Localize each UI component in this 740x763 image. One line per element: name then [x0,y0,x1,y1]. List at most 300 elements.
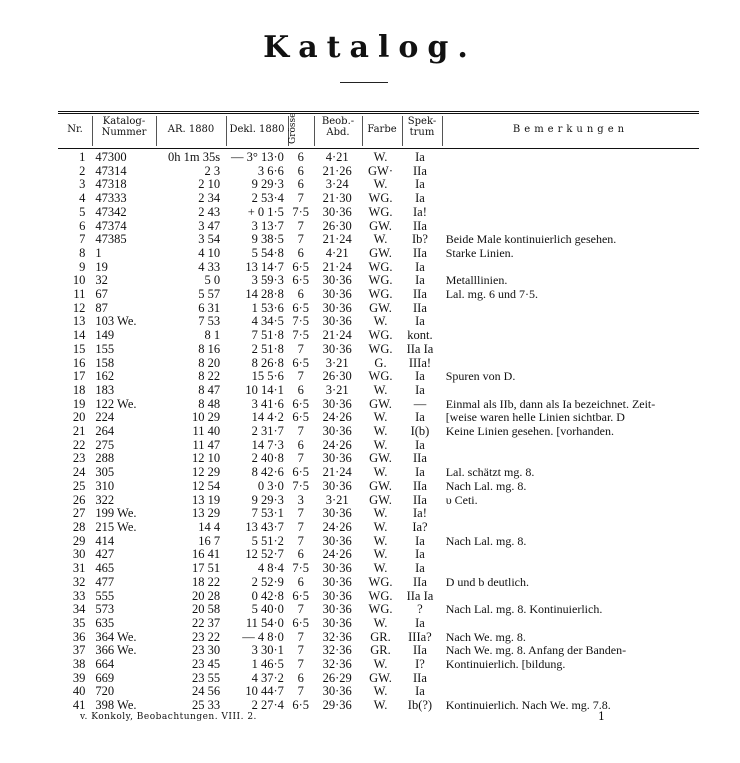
row-number-cell: 28 [72,520,86,534]
row-number-cell: 13 [72,315,86,329]
row-number-cell: 41 [72,699,86,713]
remarks-cell [440,357,699,371]
spectrum-cell: Ia [415,562,425,576]
spectrum-cell: IIa [413,288,427,302]
remarks-cell [440,343,699,357]
declination-cell: 10 44·7 [245,685,284,699]
spectrum-cell: IIa [413,479,427,493]
observation-dates-cell: 30·36 [322,301,352,315]
row-number-cell: 36 [72,630,86,644]
observation-dates-cell: 32·36 [322,644,352,658]
catalog-table [58,151,699,713]
magnitude-cell: 6·5 [292,616,310,630]
declination-cell: 2 51·8 [251,342,284,356]
remarks-cell [440,384,699,398]
catalog-number-cell: 555 [95,589,115,603]
right-ascension-cell: 12 10 [191,452,221,466]
color-cell: GW. [369,397,392,411]
row-number-cell: 24 [72,466,86,480]
right-ascension-cell: 2 10 [198,178,221,192]
declination-cell: 2 31·7 [251,425,284,439]
catalog-number-cell: 573 [95,603,115,617]
table-row [58,192,699,206]
remarks-cell [440,302,699,316]
header-rule-bottom [58,148,699,149]
observation-dates-cell: 30·36 [322,685,352,699]
observation-dates-cell: 30·36 [322,425,352,439]
color-cell: GR. [370,644,391,658]
observation-dates-cell: 30·36 [322,603,352,617]
catalog-number-cell: 47318 [95,178,127,192]
table-row [58,590,699,604]
row-number-cell: 7 [79,233,86,247]
remarks-cell: Nach We. mg. 8. [445,630,526,644]
catalog-number-cell: 224 [95,411,115,425]
color-cell: WG. [368,342,393,356]
spectrum-cell: IIa [413,219,427,233]
row-number-cell: 10 [72,274,86,288]
color-cell: WG. [368,260,393,274]
declination-cell: 3 59·3 [251,274,284,288]
color-cell: GW. [369,452,392,466]
catalog-number-cell: 47300 [95,151,127,164]
table-row [58,384,699,398]
remarks-cell [440,672,699,686]
color-cell: W. [373,438,388,452]
row-number-cell: 31 [72,562,86,576]
remarks-cell [440,220,699,234]
catalog-number-cell: 67 [95,288,108,302]
table-row [58,507,699,521]
remarks-cell: Nach Lal. mg. 8. [445,479,527,493]
row-number-cell: 40 [72,685,86,699]
color-cell: W. [373,425,388,439]
color-cell: G. [374,356,387,370]
magnitude-cell: 6 [297,548,304,562]
declination-cell: 13 14·7 [245,260,284,274]
remarks-cell [440,590,699,604]
catalog-number-cell: 158 [95,356,115,370]
row-number-cell: 37 [72,644,86,658]
row-number-cell: 14 [72,329,86,343]
row-number-cell: 35 [72,616,86,630]
right-ascension-cell: 25 33 [191,699,221,713]
table-row [58,548,699,562]
observation-dates-cell: 21·24 [322,329,352,343]
catalog-number-cell: 87 [95,301,108,315]
table-row [58,206,699,220]
remarks-cell [440,507,699,521]
catalog-number-cell: 103 We. [95,315,137,329]
remarks-cell [440,315,699,329]
declination-cell: 3 13·7 [251,219,284,233]
color-cell: W. [373,507,388,521]
declination-cell: 9 29·3 [251,493,284,507]
row-number-cell: 38 [72,658,86,672]
declination-cell: 5 51·2 [251,534,284,548]
declination-cell: 0 42·8 [251,589,284,603]
observation-dates-cell: 21·24 [322,466,352,480]
catalog-number-cell: 310 [95,479,115,493]
declination-cell: 2 40·8 [251,452,284,466]
observation-dates-cell: 4·21 [325,151,349,164]
catalog-number-cell: 398 We. [95,699,137,713]
catalog-number-cell: 465 [95,562,115,576]
row-number-cell: 25 [72,479,86,493]
table-row [58,398,699,412]
catalog-number-cell: 264 [95,425,115,439]
magnitude-cell: 6 [297,151,304,164]
color-cell: GW. [369,479,392,493]
remarks-cell: Beide Male kontinuierlich gesehen. [445,233,617,247]
table-row [58,631,699,645]
spectrum-cell: Ia [415,466,425,480]
table-row [58,247,699,261]
catalog-number-cell: 155 [95,342,115,356]
observation-dates-cell: 29·36 [322,699,352,713]
magnitude-cell: 7 [297,685,304,699]
magnitude-cell: 6·5 [292,274,310,288]
remarks-cell: Keine Linien gesehen. [vorhanden. [445,425,614,439]
spectrum-cell: Ia? [412,520,428,534]
declination-cell: 5 54·8 [251,246,284,260]
magnitude-cell: 7 [297,534,304,548]
header-spektrum: Spek- trum [407,116,437,138]
declination-cell: 11 54·0 [245,616,284,630]
table-row [58,535,699,549]
declination-cell: 15 5·6 [251,370,284,384]
remarks-cell [440,521,699,535]
color-cell: GR. [370,630,391,644]
right-ascension-cell: 4 33 [198,260,221,274]
magnitude-cell: 7 [297,452,304,466]
magnitude-cell: 7 [297,425,304,439]
observation-dates-cell: 30·36 [322,534,352,548]
spectrum-cell: Ia [415,616,425,630]
row-number-cell: 8 [79,246,86,260]
table-row [58,521,699,535]
spectrum-cell: kont. [407,329,433,343]
declination-cell: — 3° 13·0 [230,151,284,164]
magnitude-cell: 7 [297,233,304,247]
spectrum-cell: — [413,397,427,411]
magnitude-cell: 7 [297,630,304,644]
declination-cell: 4 37·2 [251,671,284,685]
row-number-cell: 2 [79,164,86,178]
catalog-number-cell: 322 [95,493,115,507]
table-row [58,685,699,699]
color-cell: WG. [368,603,393,617]
color-cell: W. [373,658,388,672]
declination-cell: 14 7·3 [251,438,284,452]
declination-cell: 7 53·1 [251,507,284,521]
table-row [58,494,699,508]
color-cell: W. [373,699,388,713]
remarks-cell [440,178,699,192]
declination-cell: 2 27·4 [251,699,284,713]
spectrum-cell: Ia [415,534,425,548]
remarks-cell: Lal. schätzt mg. 8. [445,466,535,480]
color-cell: WG. [368,274,393,288]
declination-cell: + 0 1·5 [247,205,284,219]
color-cell: W. [373,178,388,192]
magnitude-cell: 7·5 [292,329,310,343]
table-row [58,425,699,439]
declination-cell: 3 41·6 [251,397,284,411]
catalog-number-cell: 720 [95,685,115,699]
right-ascension-cell: 11 47 [192,438,221,452]
magnitude-cell: 7 [297,507,304,521]
row-number-cell: 16 [72,356,86,370]
right-ascension-cell: 2 43 [198,205,221,219]
color-cell: W. [373,685,388,699]
magnitude-cell: 6 [297,246,304,260]
header-katalog: Katalog- Nummer [101,116,147,138]
color-cell: W. [373,520,388,534]
magnitude-cell: 6·5 [292,260,310,274]
magnitude-cell: 6·5 [292,699,310,713]
spectrum-cell: I? [415,658,425,672]
observation-dates-cell: 32·36 [322,658,352,672]
right-ascension-cell: 8 47 [198,383,221,397]
spectrum-cell: Ia [415,370,425,384]
observation-dates-cell: 30·36 [322,274,352,288]
spectrum-cell: Ia [415,383,425,397]
row-number-cell: 12 [72,301,86,315]
table-row [58,644,699,658]
header-nr: Nr. [67,124,83,135]
declination-cell: 3 30·1 [251,644,284,658]
table-row [58,220,699,234]
magnitude-cell: 6 [297,671,304,685]
remarks-cell: Nach Lal. mg. 8. Kontinuierlich. [445,603,603,617]
spectrum-cell: IIIa? [408,630,432,644]
right-ascension-cell: 8 22 [198,370,221,384]
magnitude-cell: 6 [297,575,304,589]
spectrum-cell: Ia [415,685,425,699]
magnitude-cell: 7 [297,658,304,672]
row-number-cell: 15 [72,342,86,356]
declination-cell: 10 14·1 [245,383,284,397]
spectrum-cell: Ia [415,548,425,562]
observation-dates-cell: 30·36 [322,479,352,493]
observation-dates-cell: 3·21 [325,356,349,370]
catalog-number-cell: 364 We. [95,630,137,644]
declination-cell: 13 43·7 [245,520,284,534]
row-number-cell: 11 [73,288,86,302]
header-rule-top [58,111,699,114]
catalog-number-cell: 664 [95,658,115,672]
catalog-number-cell: 32 [95,274,108,288]
table-row [58,576,699,590]
remarks-cell: Starke Linien. [445,246,514,260]
color-cell: W. [373,534,388,548]
remarks-cell: Lal. mg. 6 und 7·5. [445,288,539,302]
observation-dates-cell: 30·36 [322,507,352,521]
color-cell: WG. [368,575,393,589]
spectrum-cell: Ib? [411,233,428,247]
right-ascension-cell: 23 22 [191,630,221,644]
color-cell: W. [373,383,388,397]
catalog-number-cell: 122 We. [95,397,137,411]
row-number-cell: 27 [72,507,86,521]
right-ascension-cell: 20 58 [191,603,221,617]
observation-dates-cell: 24·26 [322,548,352,562]
spectrum-cell: IIa Ia [406,342,434,356]
row-number-cell: 18 [72,383,86,397]
remarks-cell: [weise waren helle Linien sichtbar. D [445,411,625,425]
spectrum-cell: IIa [413,452,427,466]
spectrum-cell: IIa [413,671,427,685]
table-row [58,151,699,165]
footer-source: v. Konkoly, Beobachtungen. VIII. 2. [80,712,257,722]
table-row [58,261,699,275]
row-number-cell: 6 [79,219,86,233]
magnitude-cell: 6·5 [292,356,310,370]
row-number-cell: 19 [72,397,86,411]
observation-dates-cell: 21·24 [322,260,352,274]
right-ascension-cell: 8 48 [198,397,221,411]
remarks-cell [440,151,699,165]
declination-cell: 2 53·4 [251,192,284,206]
magnitude-cell: 7 [297,644,304,658]
magnitude-cell: 3 [297,493,304,507]
right-ascension-cell: 2 34 [198,192,221,206]
table-row [58,233,699,247]
right-ascension-cell: 3 47 [198,219,221,233]
table-row [58,603,699,617]
remarks-cell: Nach Lal. mg. 8. [445,534,527,548]
observation-dates-cell: 30·36 [322,562,352,576]
color-cell: GW· [368,164,393,178]
catalog-number-cell: 477 [95,575,115,589]
spectrum-cell: IIa [413,164,427,178]
observation-dates-cell: 30·36 [322,616,352,630]
observation-dates-cell: 21·24 [322,233,352,247]
row-number-cell: 23 [72,452,86,466]
table-row [58,302,699,316]
declination-cell: 1 46·5 [251,658,284,672]
table-row [58,274,699,288]
table-row [58,617,699,631]
spectrum-cell: Ia [415,315,425,329]
magnitude-cell: 6 [297,164,304,178]
declination-cell: 2 52·9 [251,575,284,589]
declination-cell: 4 34·5 [251,315,284,329]
color-cell: GW. [369,246,392,260]
right-ascension-cell: 6 31 [198,301,221,315]
color-cell: W. [373,548,388,562]
remarks-cell [440,562,699,576]
magnitude-cell: 7 [297,520,304,534]
catalog-number-cell: 47385 [95,233,127,247]
right-ascension-cell: 14 4 [198,520,221,534]
right-ascension-cell: 18 22 [191,575,221,589]
spectrum-cell: IIa [413,246,427,260]
remarks-cell: Spuren von D. [445,370,516,384]
spectrum-cell: Ia [415,260,425,274]
remarks-cell [440,452,699,466]
catalog-number-cell: 366 We. [95,644,137,658]
declination-cell: 8 42·6 [251,466,284,480]
declination-cell: 14 4·2 [251,411,284,425]
observation-dates-cell: 21·26 [322,164,352,178]
declination-cell: 14 28·8 [245,288,284,302]
right-ascension-cell: 8 1 [204,329,221,343]
spectrum-cell: Ia [415,438,425,452]
catalog-number-cell: 288 [95,452,115,466]
declination-cell: 0 3·0 [257,479,284,493]
remarks-cell [440,261,699,275]
observation-dates-cell: 26·30 [322,370,352,384]
color-cell: W. [373,315,388,329]
row-number-cell: 32 [72,575,86,589]
magnitude-cell: 6 [297,438,304,452]
color-cell: GW. [369,301,392,315]
row-number-cell: 26 [72,493,86,507]
table-row [58,178,699,192]
right-ascension-cell: 7 53 [198,315,221,329]
observation-dates-cell: 30·36 [322,342,352,356]
row-number-cell: 30 [72,548,86,562]
remarks-cell: Metalllinien. [445,274,508,288]
magnitude-cell: 7·5 [292,315,310,329]
table-row [58,480,699,494]
observation-dates-cell: 21·30 [322,192,352,206]
row-number-cell: 21 [72,425,86,439]
spectrum-cell: I(b) [410,425,430,439]
footer-page-mark: 1 [598,710,605,723]
right-ascension-cell: 8 16 [198,342,221,356]
spectrum-cell: Ia [415,178,425,192]
header-farbe: Farbe [367,124,397,135]
catalog-number-cell: 305 [95,466,115,480]
right-ascension-cell: 5 0 [204,274,221,288]
color-cell: GW. [369,493,392,507]
remarks-cell [440,329,699,343]
right-ascension-cell: 8 20 [198,356,221,370]
catalog-table-body [58,151,699,713]
spectrum-cell: IIa [413,644,427,658]
observation-dates-cell: 30·36 [322,397,352,411]
observation-dates-cell: 3·24 [325,178,349,192]
catalog-number-cell: 149 [95,329,115,343]
catalog-number-cell: 275 [95,438,115,452]
observation-dates-cell: 24·26 [322,411,352,425]
catalog-number-cell: 183 [95,383,115,397]
color-cell: WG. [368,329,393,343]
right-ascension-cell: 12 29 [191,466,221,480]
right-ascension-cell: 13 29 [191,507,221,521]
observation-dates-cell: 3·21 [325,493,349,507]
magnitude-cell: 6·5 [292,397,310,411]
table-row [58,165,699,179]
catalog-number-cell: 427 [95,548,115,562]
right-ascension-cell: 20 28 [191,589,221,603]
declination-cell: 7 51·8 [251,329,284,343]
magnitude-cell: 6·5 [292,589,310,603]
observation-dates-cell: 30·36 [322,589,352,603]
row-number-cell: 29 [72,534,86,548]
color-cell: W. [373,616,388,630]
catalog-number-cell: 47314 [95,164,127,178]
row-number-cell: 34 [72,603,86,617]
color-cell: GW. [369,219,392,233]
observation-dates-cell: 30·36 [322,575,352,589]
magnitude-cell: 7 [297,370,304,384]
observation-dates-cell: 30·36 [322,288,352,302]
table-row [58,466,699,480]
